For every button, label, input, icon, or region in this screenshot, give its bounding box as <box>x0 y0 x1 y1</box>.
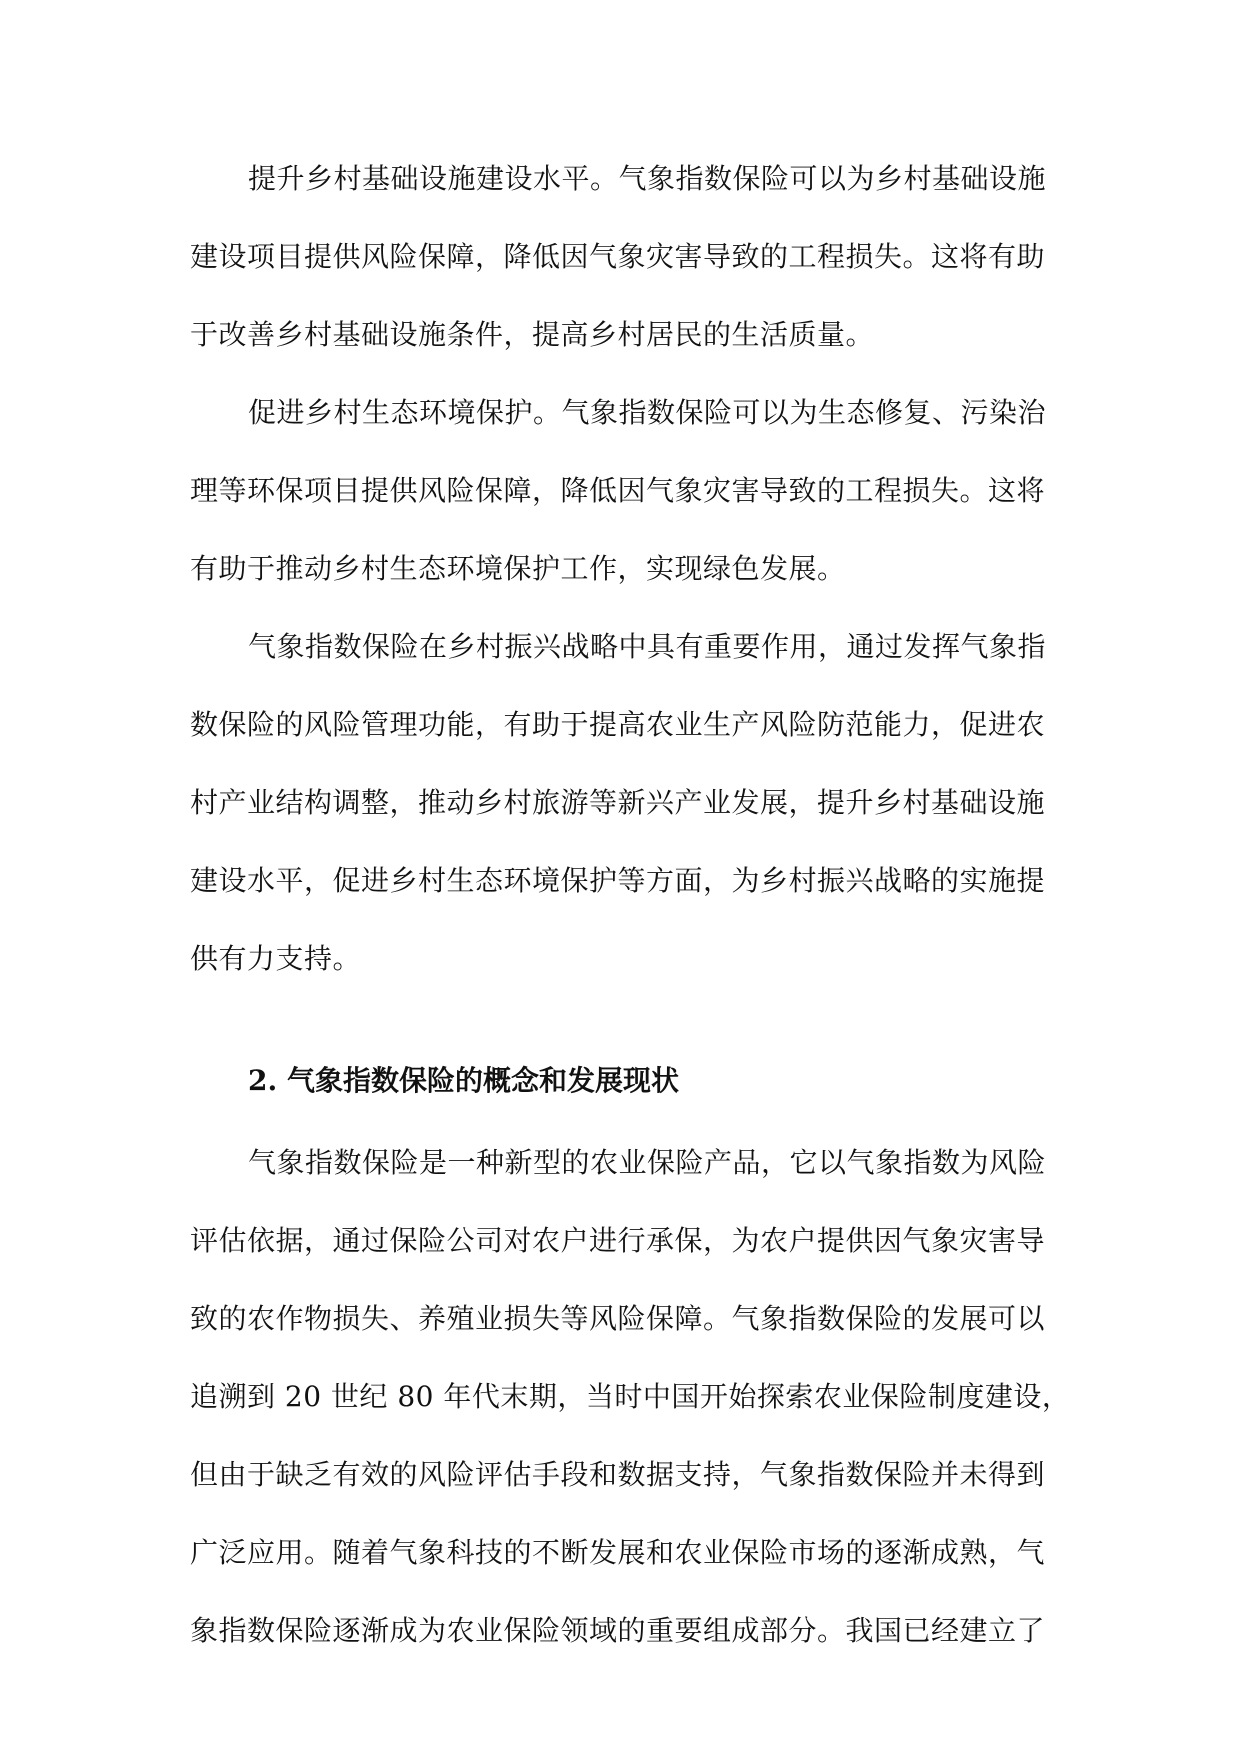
paragraph-line: 数保险的风险管理功能，有助于提高农业生产风险防范能力，促进农 <box>190 708 1046 741</box>
paragraph-summary <box>190 608 1056 998</box>
paragraph-line: 气象指数保险是一种新型的农业保险产品，它以气象指数为风险 <box>248 1146 1047 1179</box>
paragraph-line: 提升乡村基础设施建设水平。气象指数保险可以为乡村基础设施 <box>248 162 1047 195</box>
paragraph-line: 有助于推动乡村生态环境保护工作，实现绿色发展。 <box>190 552 846 585</box>
paragraph-line: 村产业结构调整，推动乡村旅游等新兴产业发展，提升乡村基础设施 <box>190 786 1046 819</box>
paragraph-line: 追溯到 20 世纪 80 年代末期，当时中国开始探索农业保险制度建设， <box>190 1380 1071 1413</box>
paragraph-line: 于改善乡村基础设施条件，提高乡村居民的生活质量。 <box>190 318 875 351</box>
paragraph-concept <box>190 1124 1071 1670</box>
paragraph-line: 建设水平，促进乡村生态环境保护等方面，为乡村振兴战略的实施提 <box>190 864 1046 897</box>
paragraph-line: 象指数保险逐渐成为农业保险领域的重要组成部分。我国已经建立了 <box>190 1614 1046 1647</box>
paragraph-line: 气象指数保险在乡村振兴战略中具有重要作用，通过发挥气象指 <box>248 630 1047 663</box>
paragraph-line: 广泛应用。随着气象科技的不断发展和农业保险市场的逐渐成熟，气 <box>190 1536 1046 1569</box>
paragraph-line: 评估依据，通过保险公司对农户进行承保，为农户提供因气象灾害导 <box>190 1224 1046 1257</box>
paragraph-line: 致的农作物损失、养殖业损失等风险保障。气象指数保险的发展可以 <box>190 1302 1046 1335</box>
paragraph-line: 理等环保项目提供风险保障，降低因气象灾害导致的工程损失。这将 <box>190 474 1046 507</box>
section-heading: 2. 气象指数保险的概念和发展现状 <box>248 1064 679 1097</box>
paragraph-line: 但由于缺乏有效的风险评估手段和数据支持，气象指数保险并未得到 <box>190 1458 1046 1491</box>
paragraph-infrastructure <box>190 140 1056 374</box>
paragraph-line: 供有力支持。 <box>190 942 362 975</box>
paragraph-line: 促进乡村生态环境保护。气象指数保险可以为生态修复、污染治 <box>248 396 1047 429</box>
paragraph-ecology <box>190 374 1056 608</box>
document-page <box>190 140 1071 1670</box>
paragraph-line: 建设项目提供风险保障，降低因气象灾害导致的工程损失。这将有助 <box>190 240 1046 273</box>
section-spacer <box>190 998 1056 1038</box>
